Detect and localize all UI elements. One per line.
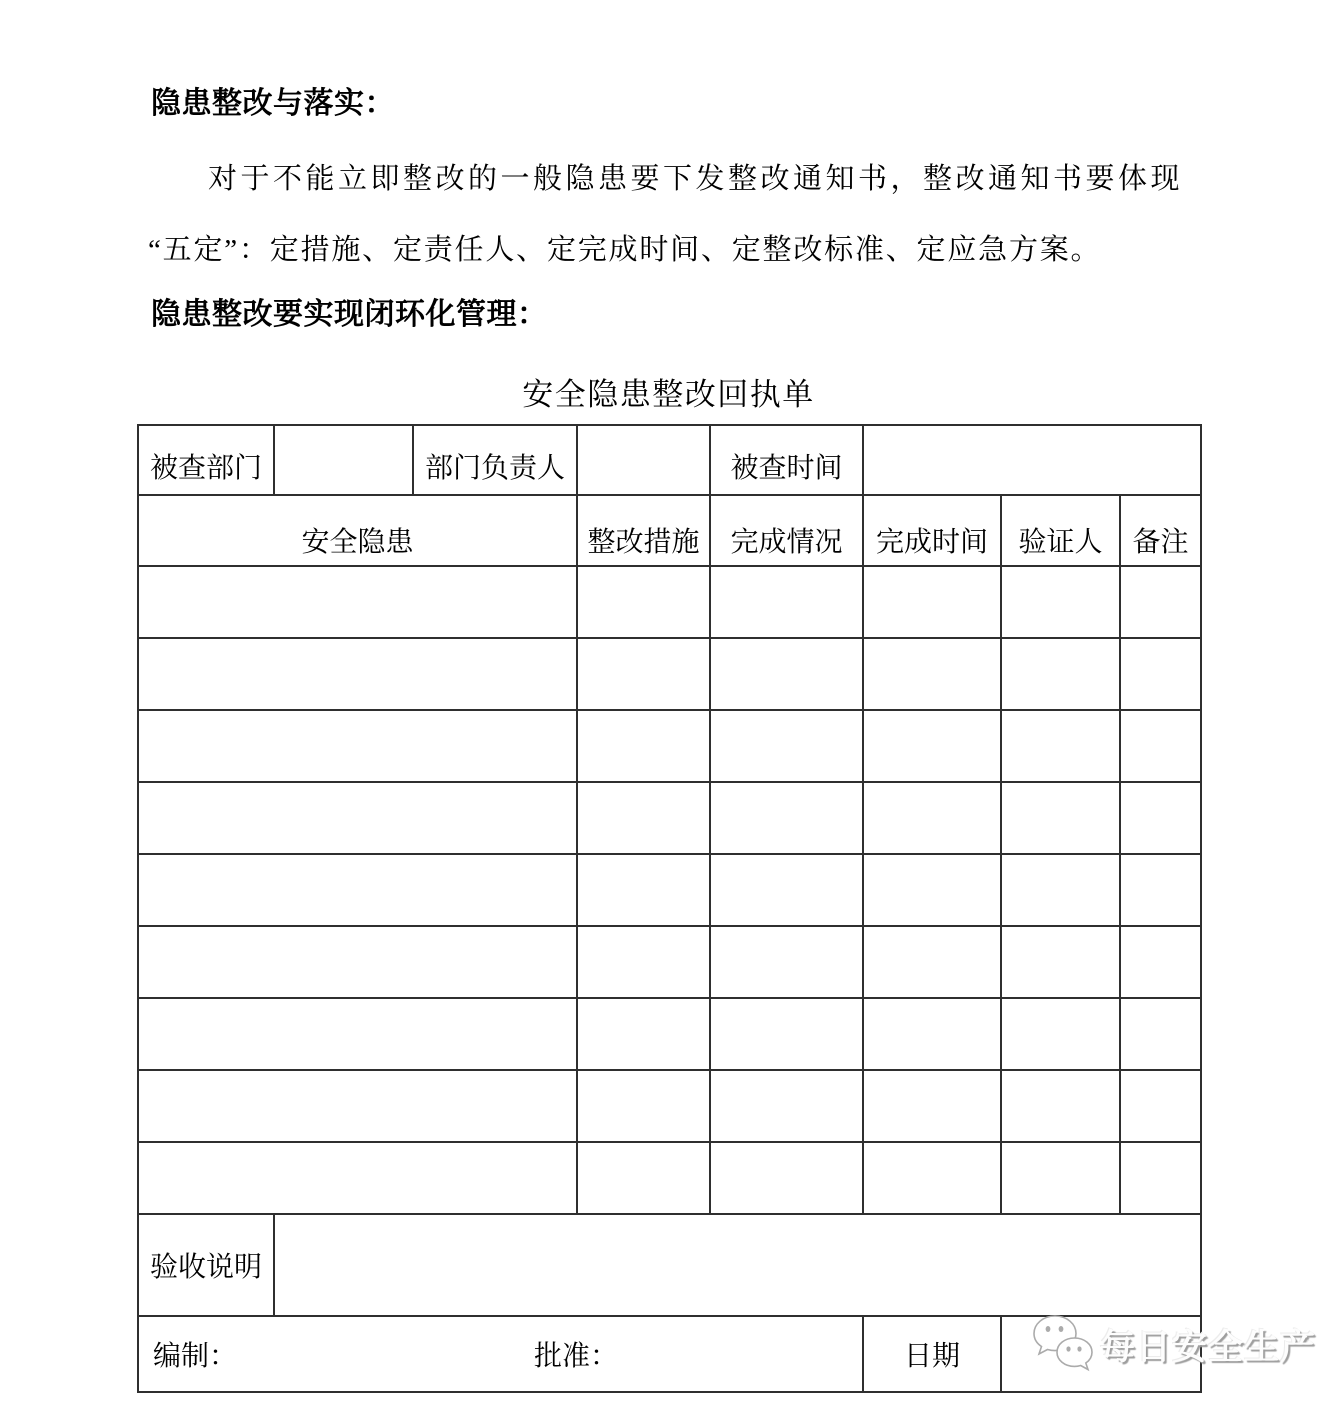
- empty-cell: [577, 1070, 710, 1142]
- dept-head-value-cell: [577, 425, 710, 495]
- empty-data-row: [138, 926, 1201, 998]
- empty-data-row: [138, 1142, 1201, 1214]
- empty-cell: [577, 926, 710, 998]
- column-header-measures: 整改措施: [577, 495, 710, 566]
- heading-closed-loop: 隐患整改要实现闭环化管理：: [151, 298, 548, 331]
- empty-cell: [710, 998, 863, 1070]
- empty-cell: [863, 782, 1001, 854]
- column-header-remarks: 备注: [1120, 495, 1201, 566]
- empty-cell: [710, 782, 863, 854]
- empty-cell: [577, 638, 710, 710]
- empty-cell: [1001, 638, 1120, 710]
- prepared-by-label: 编制：: [153, 1341, 238, 1372]
- footer-signatures-cell: [138, 1316, 863, 1392]
- empty-cell: [710, 926, 863, 998]
- empty-cell: [1001, 710, 1120, 782]
- empty-cell: [577, 782, 710, 854]
- empty-cell: [1001, 782, 1120, 854]
- empty-cell: [863, 710, 1001, 782]
- empty-cell: [1120, 854, 1201, 926]
- empty-cell: [863, 926, 1001, 998]
- empty-cell: [138, 1070, 577, 1142]
- empty-cell: [1001, 998, 1120, 1070]
- empty-data-row: [138, 998, 1201, 1070]
- empty-data-row: [138, 710, 1201, 782]
- empty-cell: [1001, 854, 1120, 926]
- empty-cell: [138, 782, 577, 854]
- dept-head-label: 部门负责人: [413, 425, 577, 495]
- empty-cell: [863, 1070, 1001, 1142]
- empty-cell: [138, 566, 577, 638]
- form-top-rows: [138, 425, 1201, 566]
- empty-cell: [138, 854, 577, 926]
- watermark: [1028, 1312, 1316, 1378]
- rectification-reply-form-table: [137, 424, 1202, 1393]
- paragraph-line-2: “五定”：定措施、定责任人、定完成时间、定整改标准、定应急方案。: [148, 234, 1102, 266]
- date-label: 日期: [863, 1316, 1001, 1392]
- empty-cell: [710, 638, 863, 710]
- empty-cell: [1001, 1142, 1120, 1214]
- column-header-completion-status: 完成情况: [710, 495, 863, 566]
- empty-cell: [710, 1070, 863, 1142]
- empty-rows-body: [138, 566, 1201, 1214]
- empty-cell: [1120, 638, 1201, 710]
- empty-cell: [1120, 1070, 1201, 1142]
- empty-cell: [577, 710, 710, 782]
- empty-data-row: [138, 566, 1201, 638]
- info-row: [138, 425, 1201, 495]
- empty-cell: [577, 1142, 710, 1214]
- empty-cell: [577, 566, 710, 638]
- empty-cell: [863, 638, 1001, 710]
- empty-cell: [710, 854, 863, 926]
- empty-cell: [138, 638, 577, 710]
- empty-cell: [1120, 998, 1201, 1070]
- empty-cell: [710, 710, 863, 782]
- paragraph-line-1: 对于不能立即整改的一般隐患要下发整改通知书，整改通知书要体现: [208, 163, 1184, 195]
- form-title: 安全隐患整改回执单: [522, 377, 815, 412]
- inspected-time-label: 被查时间: [710, 425, 863, 495]
- empty-cell: [1001, 1070, 1120, 1142]
- acceptance-row: [138, 1214, 1201, 1316]
- empty-cell: [1001, 926, 1120, 998]
- acceptance-note-value-cell: [274, 1214, 1201, 1316]
- column-header-completion-time: 完成时间: [863, 495, 1001, 566]
- empty-cell: [577, 854, 710, 926]
- empty-cell: [138, 710, 577, 782]
- empty-cell: [138, 926, 577, 998]
- watermark-text: 每日安全生产: [1100, 1328, 1317, 1367]
- empty-cell: [863, 1142, 1001, 1214]
- empty-cell: [577, 998, 710, 1070]
- heading-rectification: 隐患整改与落实：: [151, 87, 395, 120]
- acceptance-note-label: 验收说明: [138, 1214, 274, 1316]
- empty-data-row: [138, 854, 1201, 926]
- column-header-verifier: 验证人: [1001, 495, 1120, 566]
- empty-cell: [1120, 926, 1201, 998]
- empty-cell: [138, 998, 577, 1070]
- empty-cell: [1120, 566, 1201, 638]
- empty-cell: [1001, 566, 1120, 638]
- column-header-hazard: 安全隐患: [138, 495, 577, 566]
- inspected-time-value-cell: [863, 425, 1201, 495]
- empty-cell: [1120, 710, 1201, 782]
- empty-cell: [1120, 1142, 1201, 1214]
- empty-data-row: [138, 638, 1201, 710]
- empty-data-row: [138, 782, 1201, 854]
- inspected-dept-label: 被查部门: [138, 425, 274, 495]
- empty-cell: [863, 998, 1001, 1070]
- column-header-row: [138, 495, 1201, 566]
- inspected-dept-value-cell: [274, 425, 413, 495]
- empty-cell: [1120, 782, 1201, 854]
- empty-cell: [138, 1142, 577, 1214]
- empty-data-row: [138, 1070, 1201, 1142]
- empty-cell: [863, 854, 1001, 926]
- empty-cell: [863, 566, 1001, 638]
- wechat-logo-icon: [1028, 1312, 1096, 1378]
- empty-cell: [710, 566, 863, 638]
- approved-by-label: 批准：: [534, 1341, 619, 1372]
- empty-cell: [710, 1142, 863, 1214]
